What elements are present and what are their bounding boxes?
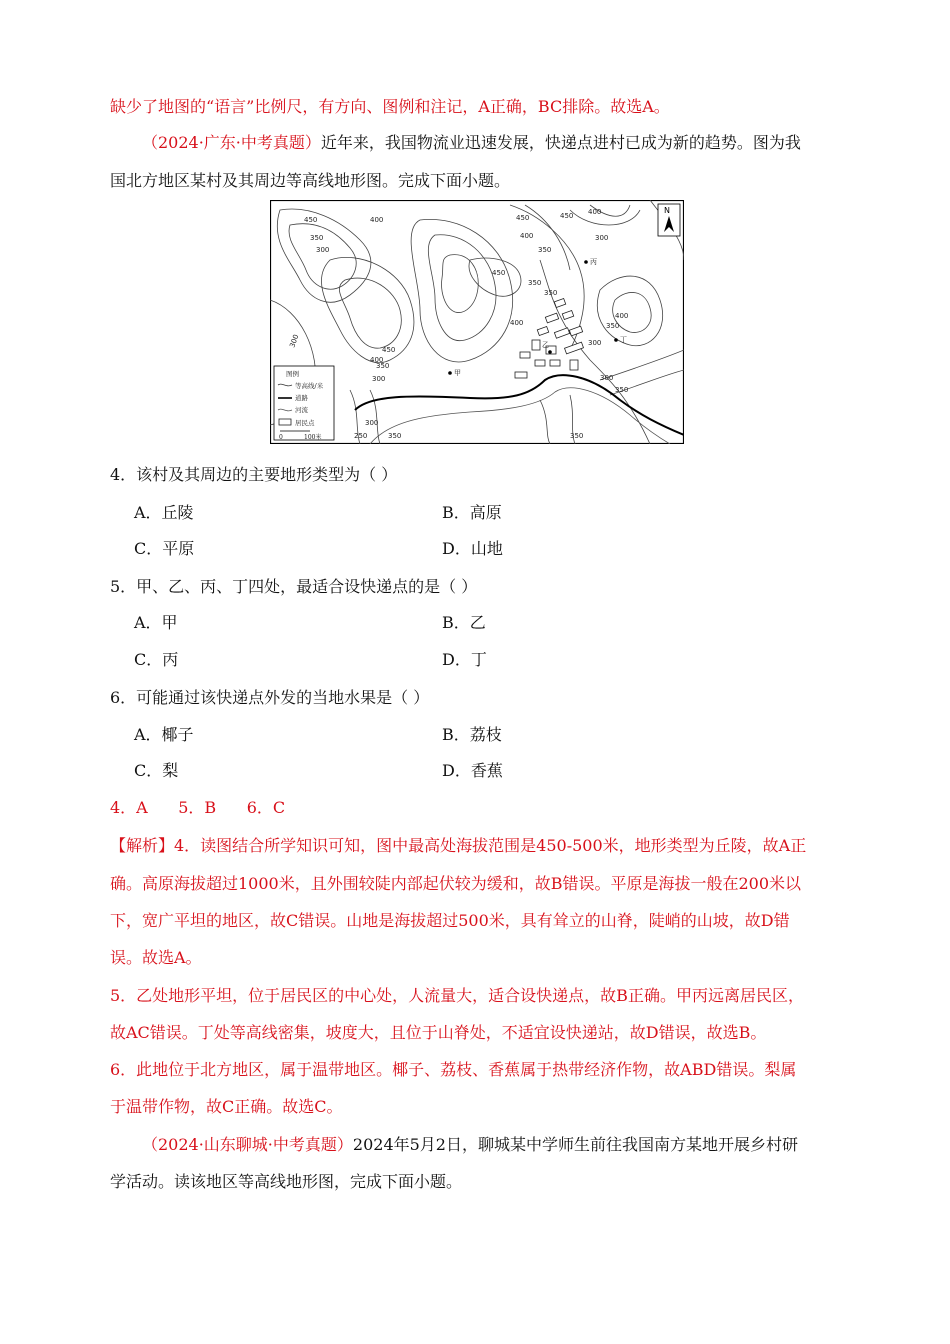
q5-option-b[interactable]: B．乙 xyxy=(442,613,486,632)
q6-option-a[interactable]: A．椰子 xyxy=(134,725,194,744)
svg-text:400: 400 xyxy=(615,312,629,320)
next-question-source: （2024·山东聊城·中考真题） xyxy=(142,1135,353,1154)
svg-text:400: 400 xyxy=(510,319,524,327)
q5-option-d[interactable]: D．丁 xyxy=(442,650,487,669)
svg-text:300: 300 xyxy=(600,374,614,382)
label-jia: 甲 xyxy=(454,369,461,377)
q6-option-b[interactable]: B．荔枝 xyxy=(442,725,502,744)
explanation-6-line-2: 于温带作物，故C正确。故选C。 xyxy=(110,1097,343,1116)
label-ding: 丁 xyxy=(620,336,627,344)
q4-option-c[interactable]: C．平原 xyxy=(134,539,195,558)
q4-option-b[interactable]: B．高原 xyxy=(442,503,502,522)
svg-text:300: 300 xyxy=(588,339,602,347)
svg-text:N: N xyxy=(664,206,670,215)
svg-text:300: 300 xyxy=(288,333,301,349)
svg-text:400: 400 xyxy=(370,356,384,364)
question-6-stem: 6．可能通过该快递点外发的当地水果是（ ） xyxy=(110,688,430,707)
svg-text:100米: 100米 xyxy=(304,434,322,441)
question-source: （2024·广东·中考真题） xyxy=(142,133,321,152)
explanation-5-line-1: 5．乙处地形平坦，位于居民区的中心处，人流量大，适合设快递点，故B正确。甲丙远离居民区， xyxy=(110,986,804,1005)
q6-option-d[interactable]: D．香蕉 xyxy=(442,761,503,780)
explanation-5-line-2: 故AC错误。丁处等高线密集，坡度大，且位于山脊处，不适宜设快递站，故D错误，故选B。 xyxy=(110,1023,767,1042)
svg-text:350: 350 xyxy=(570,432,584,440)
q4-option-a[interactable]: A．丘陵 xyxy=(134,503,194,522)
svg-text:350: 350 xyxy=(544,289,558,297)
svg-text:350: 350 xyxy=(528,279,542,287)
svg-text:450: 450 xyxy=(304,216,318,224)
question-intro-line-1 xyxy=(142,132,801,154)
answer-summary: 4．A 5．B 6．C xyxy=(110,798,286,817)
q5-option-c[interactable]: C．丙 xyxy=(134,650,179,669)
svg-text:400: 400 xyxy=(520,232,534,240)
north-arrow xyxy=(658,204,680,236)
svg-text:河流: 河流 xyxy=(295,406,308,414)
q4-option-d[interactable]: D．山地 xyxy=(442,539,503,558)
question-intro-line-2: 国北方地区某村及其周边等高线地形图。完成下面小题。 xyxy=(110,171,511,190)
svg-text:300: 300 xyxy=(316,246,330,254)
svg-text:350: 350 xyxy=(310,234,324,242)
svg-text:300: 300 xyxy=(595,234,609,242)
svg-text:350: 350 xyxy=(388,432,402,440)
svg-text:300: 300 xyxy=(372,375,386,383)
svg-text:300: 300 xyxy=(365,419,379,427)
svg-text:等高线/米: 等高线/米 xyxy=(295,382,324,390)
svg-text:450: 450 xyxy=(382,346,396,354)
label-bing: 丙 xyxy=(590,258,597,266)
question-5-stem: 5．甲、乙、丙、丁四处，最适合设快递点的是（ ） xyxy=(110,577,478,596)
svg-text:400: 400 xyxy=(370,216,384,224)
svg-text:350: 350 xyxy=(606,322,620,330)
q6-option-c[interactable]: C．梨 xyxy=(134,761,179,780)
previous-answer-text: 缺少了地图的“语言”比例尺，有方向、图例和注记，A正确，BC排除。故选A。 xyxy=(110,97,670,116)
next-question-line-1 xyxy=(142,1134,798,1156)
explanation-4-line-1: 【解析】4．读图结合所学知识可知，图中最高处海拔范围是450-500米，地形类型为丘陵，故A正 xyxy=(110,836,807,855)
explanation-4-line-2: 确。高原海拔超过1000米，且外围较陡内部起伏较为缓和，故B错误。平原是海拔一般在200米以 xyxy=(110,874,802,893)
q5-option-a[interactable]: A．甲 xyxy=(134,613,178,632)
explanation-6-line-1: 6．此地位于北方地区，属于温带地区。椰子、荔枝、香蕉属于热带经济作物，故ABD错误。梨属 xyxy=(110,1060,797,1079)
svg-text:250: 250 xyxy=(354,432,368,440)
label-yi: 乙 xyxy=(542,341,549,349)
question-4-stem: 4．该村及其周边的主要地形类型为（ ） xyxy=(110,465,398,484)
svg-text:400: 400 xyxy=(588,208,602,216)
svg-text:450: 450 xyxy=(516,214,530,222)
svg-text:450: 450 xyxy=(560,212,574,220)
contour-map xyxy=(270,200,684,444)
explanation-4-line-4: 误。故选A。 xyxy=(110,948,202,967)
svg-text:350: 350 xyxy=(615,386,629,394)
question-intro-text: 近年来，我国物流业迅速发展，快递点进村已成为新的趋势。图为我 xyxy=(320,133,801,152)
svg-text:0: 0 xyxy=(279,434,283,441)
explanation-4-line-3: 下，宽广平坦的地区，故C错误。山地是海拔超过500米，具有耸立的山脊，陡峭的山坡，故D错 xyxy=(110,911,790,930)
svg-text:居民点: 居民点 xyxy=(295,419,315,427)
svg-text:道路: 道路 xyxy=(295,394,308,402)
svg-text:350: 350 xyxy=(538,246,552,254)
svg-text:图例: 图例 xyxy=(286,370,299,378)
map-legend xyxy=(274,366,334,441)
next-question-line-2: 学活动。读该地区等高线地形图，完成下面小题。 xyxy=(110,1172,463,1191)
svg-text:350: 350 xyxy=(376,362,390,370)
svg-text:450: 450 xyxy=(492,269,506,277)
next-question-text: 2024年5月2日，聊城某中学师生前往我国南方某地开展乡村研 xyxy=(352,1135,798,1154)
